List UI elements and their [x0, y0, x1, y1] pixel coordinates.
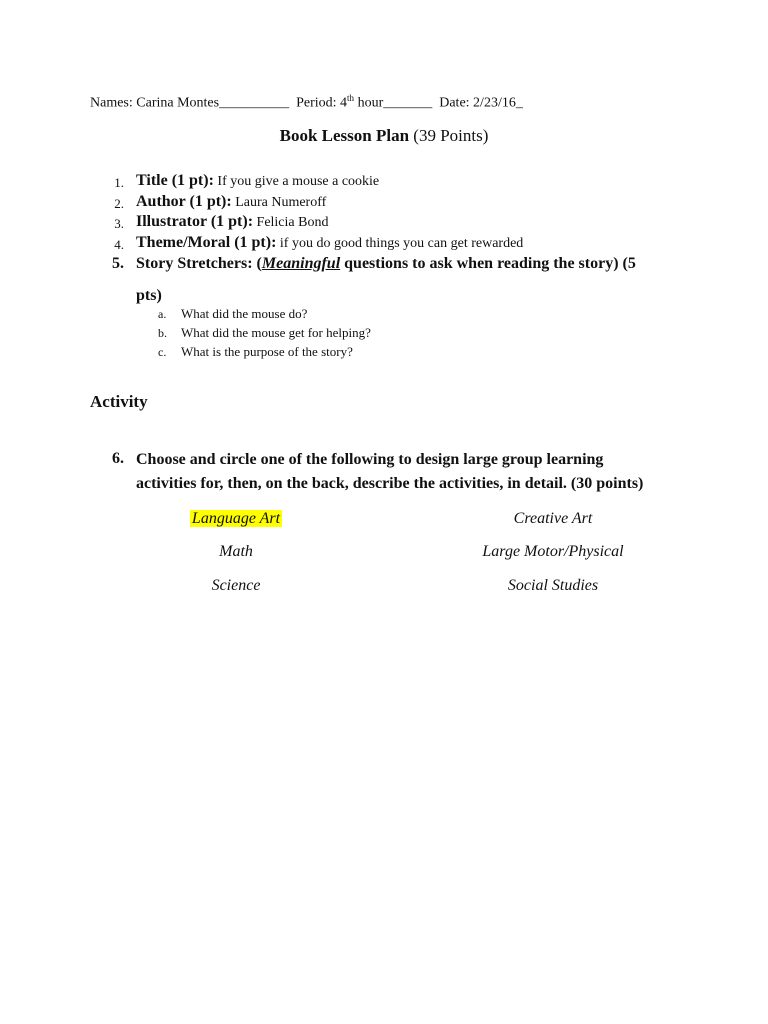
sub-a-letter: a.	[158, 307, 167, 321]
period-superscript: th	[347, 93, 355, 103]
item-1-number: 1.	[114, 175, 124, 190]
sub-c-text: What is the purpose of the story?	[181, 344, 353, 359]
q6-line1	[136, 448, 603, 472]
sub-b-text: What did the mouse get for helping?	[181, 325, 371, 340]
item-4-value: if you do good things you can get rewarded	[276, 236, 524, 251]
item-2-label: Author (1 pt):	[136, 193, 232, 210]
item-4-number: 4.	[114, 237, 124, 252]
names-blank: __________	[219, 95, 290, 111]
period-blank: _______	[383, 95, 433, 111]
item-1	[136, 172, 379, 190]
item-3	[136, 213, 328, 231]
q6-line1-post: group learning	[497, 451, 604, 468]
period-label: Period: 4	[296, 95, 348, 111]
q6-number: 6.	[112, 450, 124, 467]
header-line	[90, 93, 523, 112]
q6-line2: activities for, then, on the back, describe the activities, in detail. (30 points)	[136, 475, 644, 492]
sub-b-letter: b.	[158, 326, 167, 340]
item-5-pre: Story Stretchers: (	[136, 255, 262, 272]
item-2-value: Laura Numeroff	[231, 195, 327, 210]
item-5	[136, 255, 636, 273]
names-label: Names: Carina Montes	[90, 95, 220, 111]
item-3-number: 3.	[114, 216, 124, 231]
item-1-value: If you give a mouse a cookie	[213, 174, 380, 189]
item-3-value: Felicia Bond	[253, 215, 329, 230]
option-creative-art[interactable]: Creative Art	[513, 510, 593, 527]
item-3-label: Illustrator (1 pt):	[136, 213, 254, 230]
title-bold: Book Lesson Plan	[279, 126, 410, 145]
item-2	[136, 193, 326, 211]
sub-c-letter: c.	[158, 345, 167, 359]
item-2-number: 2.	[114, 196, 124, 211]
option-large-motor-physical[interactable]: Large Motor/Physical	[482, 543, 624, 560]
option-language-art-text: Language Art	[191, 510, 281, 527]
item-4	[136, 234, 523, 252]
item-5-emphasis: Meaningful	[261, 255, 341, 272]
q6-line1-bold: large	[463, 451, 498, 468]
item-5-post: questions to ask when reading the story) (5	[340, 255, 636, 272]
option-science[interactable]: Science	[211, 577, 261, 594]
item-4-label: Theme/Moral (1 pt):	[136, 234, 277, 251]
date-label: Date: 2/23/16_	[439, 95, 523, 111]
item-5-line2: pts)	[136, 287, 162, 304]
sub-a-text: What did the mouse do?	[181, 306, 308, 321]
activity-heading: Activity	[90, 392, 148, 411]
title-points: (39 Points)	[409, 126, 489, 145]
option-language-art[interactable]	[136, 510, 336, 528]
q6-line1-pre: Choose and circle one of the following to design	[136, 451, 464, 468]
period-rest: hour	[354, 95, 384, 111]
page-title	[0, 126, 768, 146]
option-social-studies[interactable]: Social Studies	[507, 577, 599, 594]
option-math[interactable]: Math	[219, 543, 253, 560]
item-1-label: Title (1 pt):	[136, 172, 214, 189]
item-5-number: 5.	[112, 255, 124, 272]
